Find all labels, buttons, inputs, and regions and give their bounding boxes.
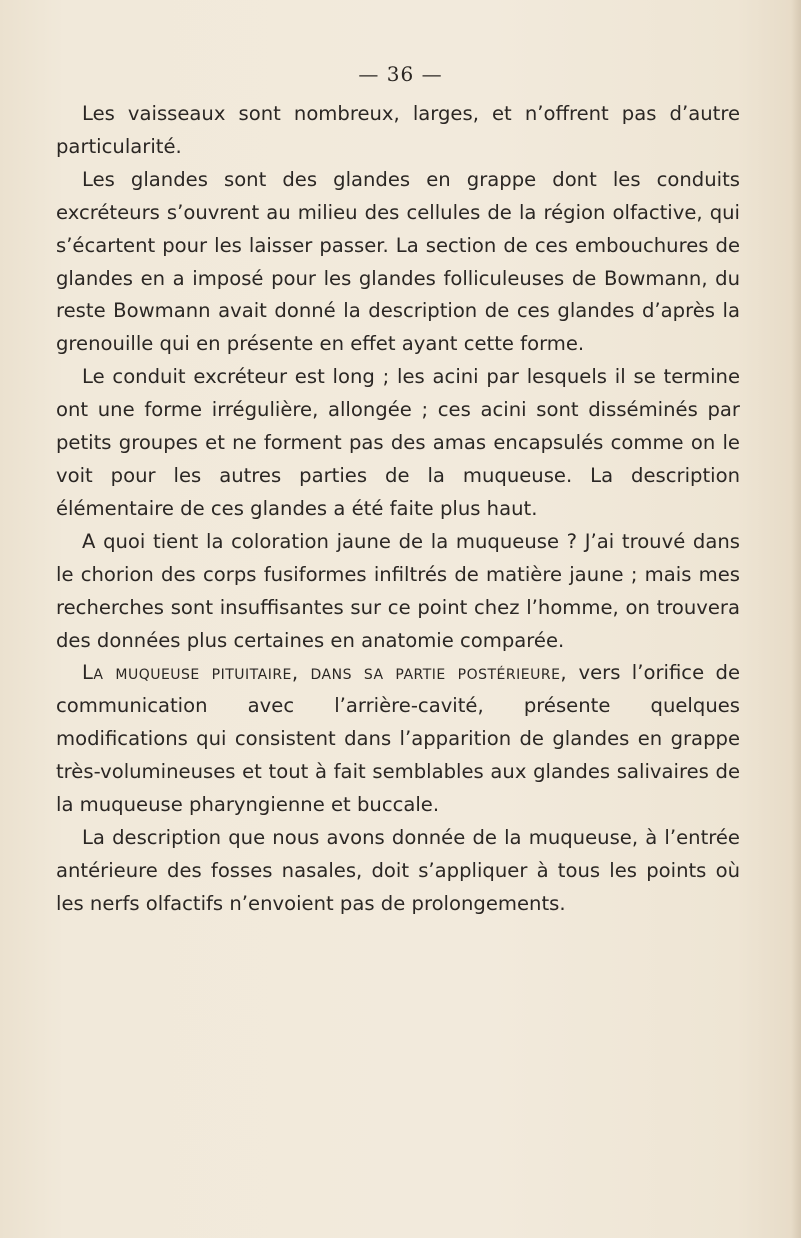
page-number: — 36 — bbox=[358, 62, 443, 86]
section-heading-smallcaps: La muqueuse pituitaire, dans sa partie postérieure, bbox=[82, 661, 568, 685]
paragraph-yellow-coloration: A quoi tient la coloration jaune de la muqueuse ? J’ai trouvé dans le chorion des corps fusiformes infiltrés de matière jaune ; mais mes recherches sont insuffisantes sur ce point chez l’homme, on trouvera des données plus certaines en anatomie comparée. bbox=[56, 529, 740, 652]
paragraph-anterior-entrance: La description que nous avons donnée de la muqueuse, à l’entrée antérieure des fosses nasales, doit s’appliquer à tous les points où les nerfs olfactifs n’envoient pas de prolongements. bbox=[56, 825, 740, 915]
paragraph-excretory-duct: Le conduit excréteur est long ; les acini par lesquels il se termine ont une forme irrégulière, allongée ; ces acini sont disséminés par petits groupes et ne forment pas des amas encapsulés comme on le voit pour les autres parties de la muqueuse. La description élémentaire de ces glandes a été faite plus haut. bbox=[56, 365, 740, 520]
paragraph-posterior-body: vers l’orifice de communication avec l’arrière-cavité, présente quelques modifications qui consistent dans l’apparition de glandes en grappe très-volumineuses et tout à fait semblables aux glandes salivaires de la muqueuse pharyngienne et buccale. bbox=[56, 661, 740, 817]
body-text bbox=[56, 98, 740, 921]
paragraph-posterior-mucosa bbox=[56, 657, 740, 822]
paragraph-vessels: Les vaisseaux sont nombreux, larges, et n’offrent pas d’autre particularité. bbox=[56, 102, 740, 158]
paragraph-glands: Les glandes sont des glandes en grappe dont les conduits excréteurs s’ouvrent au milieu des cellules de la région olfactive, qui s’écartent pour les laisser passer. La section de ces embouchures de glandes en a imposé pour les glandes folliculeuses de Bowmann, du reste Bowmann avait donné la description de ces glandes d’après la grenouille qui en présente en effet ayant cette forme. bbox=[56, 167, 740, 356]
page-edge-shadow bbox=[791, 0, 801, 1238]
